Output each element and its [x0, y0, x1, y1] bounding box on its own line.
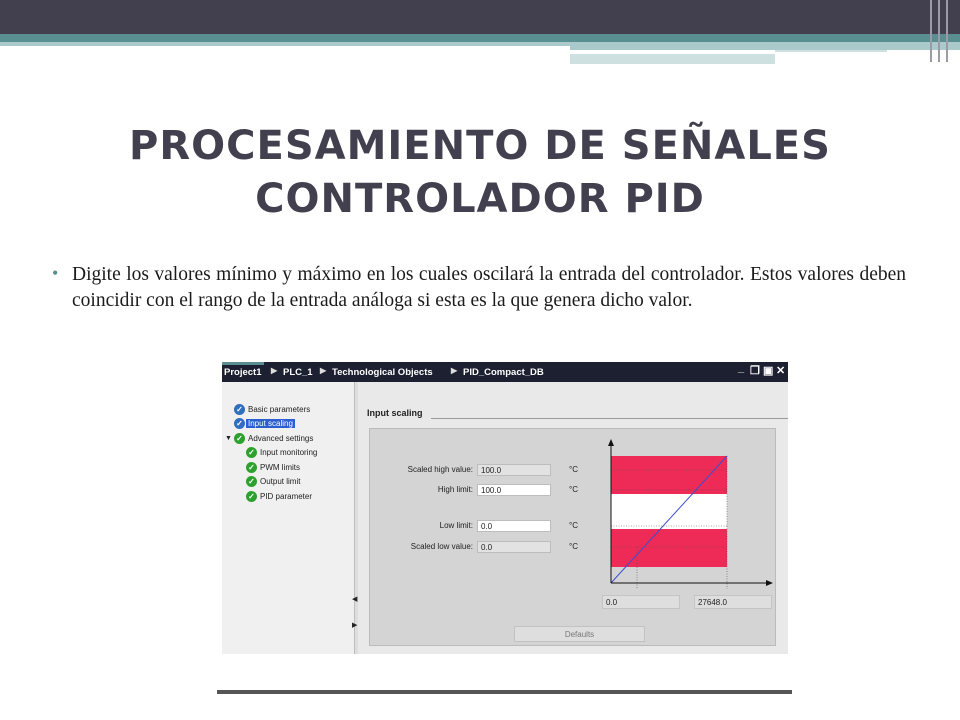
- slide-top-stripe-light: [0, 42, 570, 46]
- slide-top-thin-line: [775, 50, 887, 52]
- x-axis-arrow-icon: [766, 580, 773, 586]
- scaled-high-value-field: 100.0: [477, 464, 551, 476]
- tia-portal-screenshot: [222, 362, 788, 654]
- breadcrumb-arrow-icon: ▶: [271, 366, 278, 375]
- tree-item-label: Basic parameters: [248, 405, 311, 414]
- slide-top-bar: [0, 0, 960, 34]
- high-limit-field[interactable]: 100.0: [477, 484, 551, 496]
- low-limit-label: Low limit:: [439, 521, 473, 530]
- expand-right-icon[interactable]: ▶: [352, 622, 358, 629]
- slide-top-stripe: [0, 34, 960, 42]
- bullet-dot-icon: •: [52, 263, 59, 283]
- tree-item-label: Input scaling: [248, 419, 293, 428]
- green-check-icon: ✓: [246, 447, 257, 458]
- breadcrumb-plc[interactable]: PLC_1: [283, 367, 313, 378]
- slide-top-thin-band: [570, 54, 775, 64]
- bullet-text: Digite los valores mínimo y máximo en los cuales oscilará la entrada del controlador. Estos valores deben coincidir con el rango de la entrada análoga si esta es la que genera dicho valor.: [72, 264, 906, 311]
- breadcrumb-arrow-icon: ▶: [451, 366, 458, 375]
- tree-item-label: Input monitoring: [260, 448, 318, 457]
- section-title: Input scaling: [367, 408, 423, 418]
- expand-arrow-icon[interactable]: ▼: [225, 435, 232, 442]
- blue-check-icon: ✓: [234, 418, 245, 429]
- section-divider: [431, 418, 788, 419]
- defaults-button[interactable]: Defaults: [514, 626, 645, 642]
- tree-item-label: Advanced settings: [248, 434, 314, 443]
- green-check-icon: ✓: [234, 433, 245, 444]
- tree-item-label: PWM limits: [260, 463, 300, 472]
- scaled-high-value-label: Scaled high value:: [407, 465, 473, 474]
- close-icon[interactable]: ✕: [776, 365, 786, 377]
- low-limit-field[interactable]: 0.0: [477, 520, 551, 532]
- collapse-left-icon[interactable]: ◀: [352, 596, 358, 603]
- tree-item-label: Output limit: [260, 477, 301, 486]
- bullet-item: [52, 262, 906, 314]
- breadcrumb: [222, 362, 788, 382]
- green-check-icon: ✓: [246, 476, 257, 487]
- green-check-icon: ✓: [246, 462, 257, 473]
- input-scaling-panel: [359, 382, 788, 654]
- blue-check-icon: ✓: [234, 404, 245, 415]
- input-scaling-graph: [595, 435, 775, 595]
- breadcrumb-project[interactable]: Project1: [224, 367, 262, 378]
- unit-label: °C: [569, 485, 578, 494]
- slide-title-line-2: CONTROLADOR PID: [255, 176, 705, 222]
- slide-title: [60, 120, 900, 226]
- corner-decor-line: [930, 0, 932, 62]
- slide-top-stripe-light-right: [570, 42, 960, 50]
- input-min-field: 0.0: [602, 595, 680, 609]
- float-window-icon[interactable]: ▣: [763, 365, 774, 377]
- restore-icon[interactable]: ❐: [750, 365, 760, 377]
- breadcrumb-technological-objects[interactable]: Technological Objects: [332, 367, 433, 378]
- bottom-divider: [217, 690, 792, 694]
- y-axis-arrow-icon: [608, 439, 614, 446]
- parameter-tree: [222, 382, 358, 654]
- input-max-field: 27648.0: [694, 595, 772, 609]
- breadcrumb-arrow-icon: ▶: [320, 366, 327, 375]
- unit-label: °C: [569, 465, 578, 474]
- unit-label: °C: [569, 521, 578, 530]
- scaled-low-value-label: Scaled low value:: [410, 542, 473, 551]
- corner-decor-line: [938, 0, 940, 62]
- low-limit-band: [611, 529, 727, 567]
- screenshot-accent-line: [222, 362, 264, 365]
- minimize-icon[interactable]: _: [738, 362, 745, 374]
- high-limit-label: High limit:: [437, 485, 473, 494]
- panel-splitter[interactable]: [355, 382, 358, 654]
- unit-label: °C: [569, 542, 578, 551]
- slide-title-line-1: PROCESAMIENTO DE SEÑALES: [129, 123, 831, 169]
- scaled-low-value-field: 0.0: [477, 541, 551, 553]
- scaling-content-box: [369, 428, 776, 646]
- normal-range-band: [611, 494, 727, 529]
- tree-item-label: PID parameter: [260, 492, 313, 501]
- green-check-icon: ✓: [246, 491, 257, 502]
- corner-decor-line: [946, 0, 948, 62]
- breadcrumb-pid-compact-db[interactable]: PID_Compact_DB: [463, 367, 544, 378]
